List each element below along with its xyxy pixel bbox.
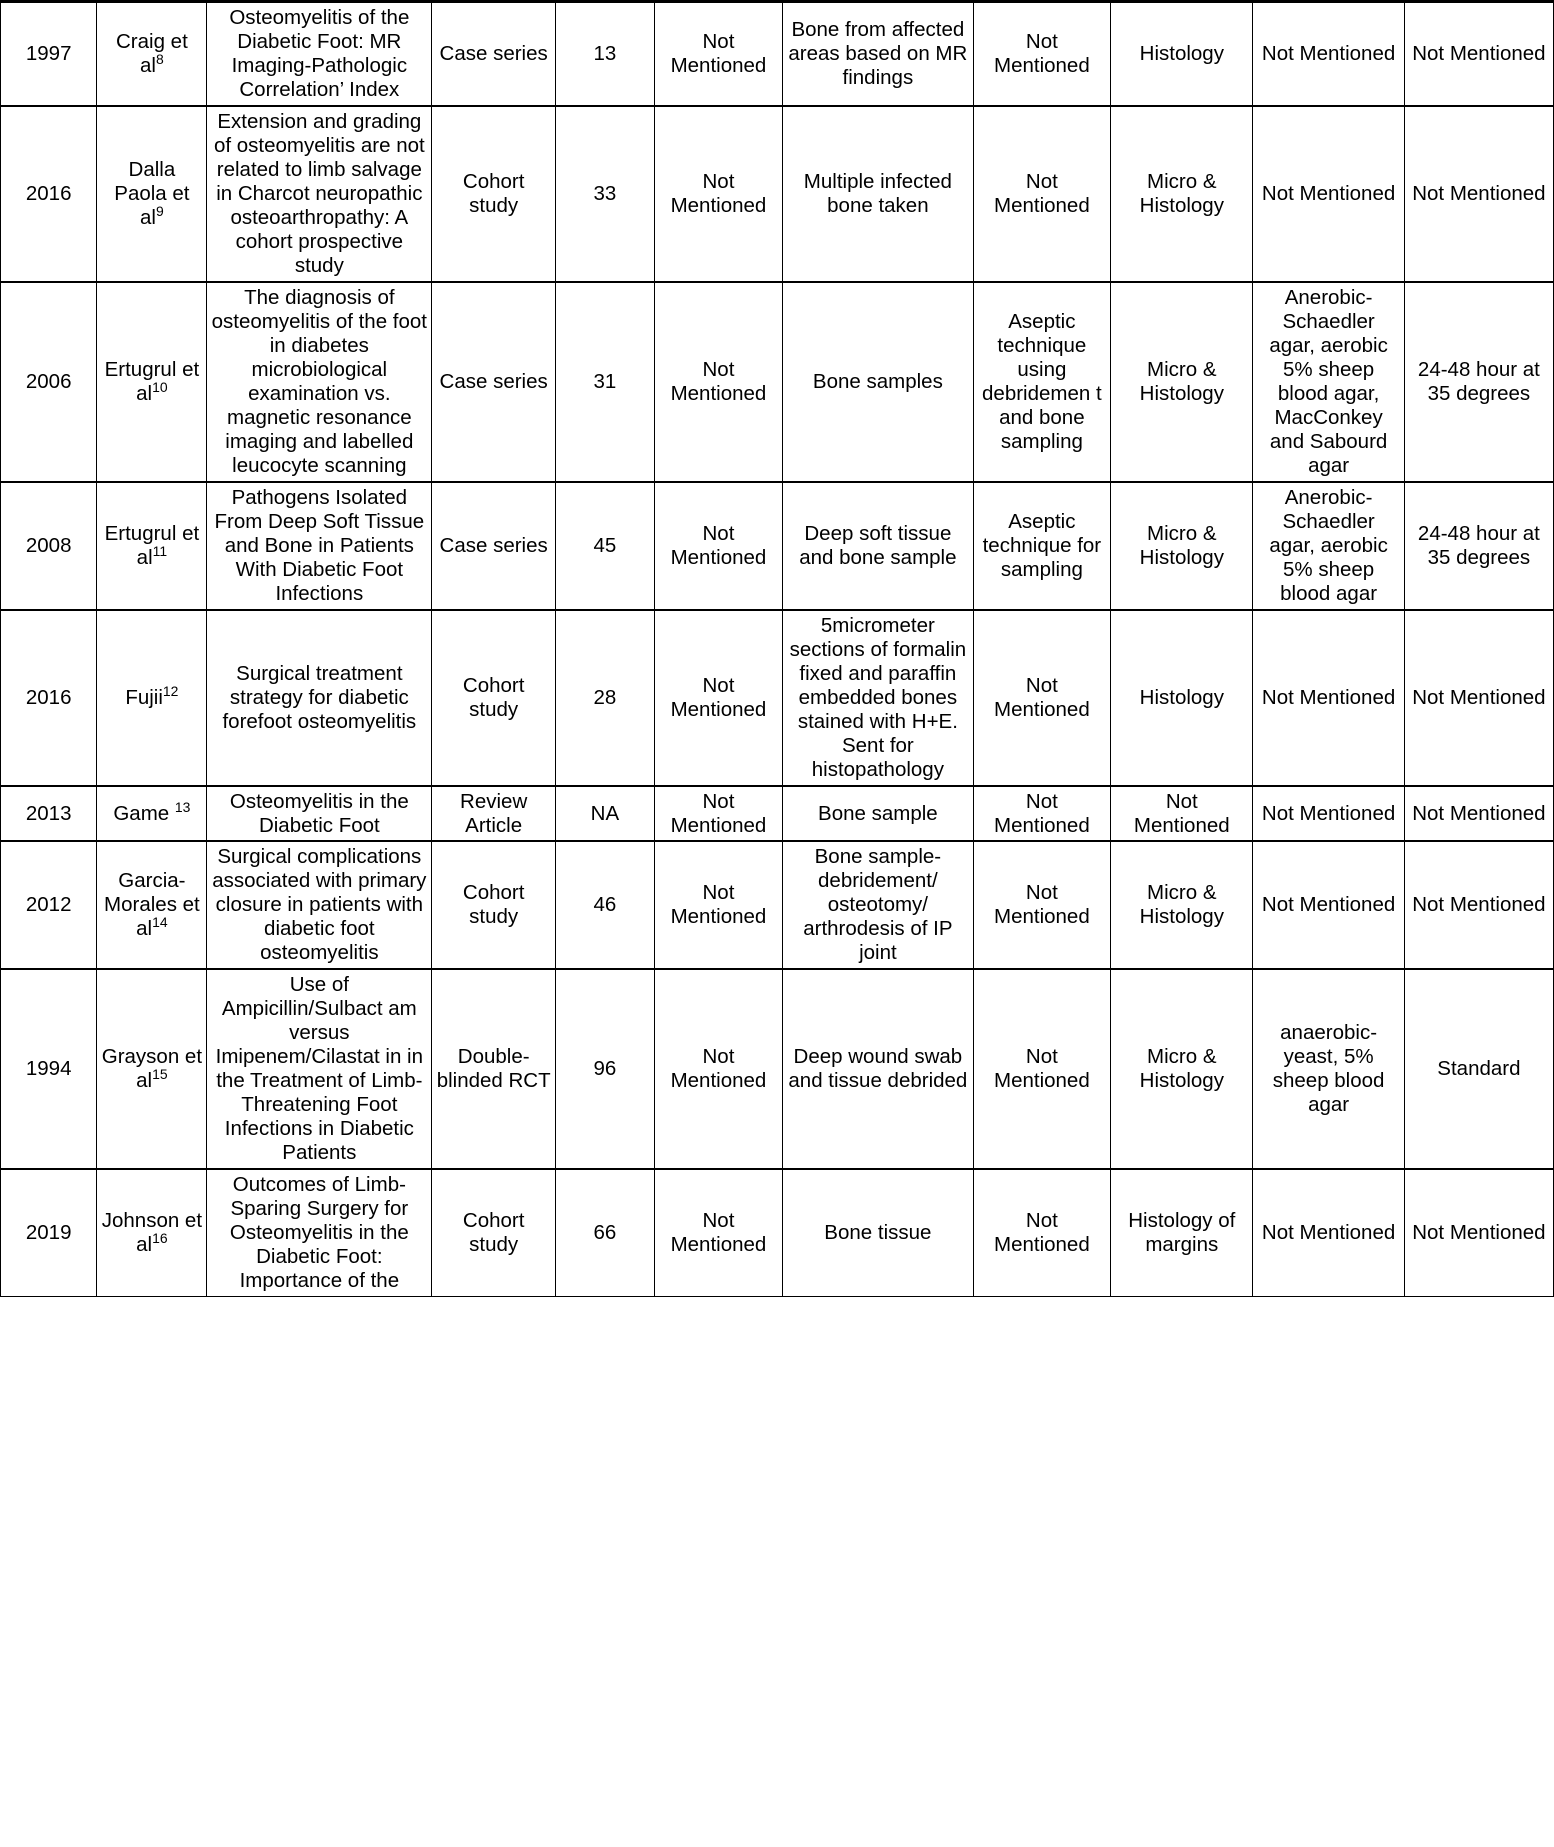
- table-cell-number: 31: [556, 282, 655, 482]
- table-cell-title: Outcomes of Limb-Sparing Surgery for Osteomyelitis in the Diabetic Foot: Importance of the: [207, 1169, 432, 1296]
- table-cell-title: Extension and grading of osteomyelitis are not related to limb salvage in Charcot neuropathic osteoarthropathy: A cohort prospective study: [207, 106, 432, 282]
- table-cell-diagnosis: Micro & Histology: [1111, 282, 1253, 482]
- table-cell-study-type: Cohort study: [432, 841, 556, 969]
- table-cell-diagnosis: Histology of margins: [1111, 1169, 1253, 1296]
- author-reference-number: 8: [155, 51, 164, 68]
- table-cell-sample: Multiple infected bone taken: [783, 106, 973, 282]
- author-name: Ertugrul et al: [104, 521, 200, 569]
- author-name: Ertugrul et al: [104, 357, 200, 405]
- table-cell-author: [97, 282, 207, 482]
- table-cell-study-type: Case series: [432, 282, 556, 482]
- author-reference-number: 13: [174, 798, 191, 815]
- table-cell-incubation: Not Mentioned: [1404, 610, 1553, 786]
- author-name: Fujii: [125, 685, 163, 709]
- table-cell-study-type: Double-blinded RCT: [432, 969, 556, 1169]
- table-cell-title: The diagnosis of osteomyelitis of the foot in diabetes microbiological examination vs. magnetic resonance imaging and labelled leucocyte scanning: [207, 282, 432, 482]
- author-name: Johnson et al: [101, 1209, 203, 1257]
- table-row: [1, 282, 1554, 482]
- table-cell-diagnosis: Micro & Histology: [1111, 969, 1253, 1169]
- table-cell-sample: Bone tissue: [783, 1169, 973, 1296]
- table-cell-technique: Not Mentioned: [973, 786, 1111, 842]
- table-cell-technique: Aseptic technique using debridemen t and bone sampling: [973, 282, 1111, 482]
- table-cell-year: 2019: [1, 1169, 97, 1296]
- table-cell-technique: Not Mentioned: [973, 610, 1111, 786]
- author-reference-number: 16: [152, 1230, 168, 1247]
- table-cell-media: Not Mentioned: [1253, 610, 1404, 786]
- table-cell-title: Osteomyelitis of the Diabetic Foot: MR Imaging-Pathologic Correlation’ Index: [207, 2, 432, 106]
- table-cell-study-type: Case series: [432, 482, 556, 610]
- author-name: Game: [113, 801, 175, 825]
- table-cell-media: Not Mentioned: [1253, 2, 1404, 106]
- table-row: [1, 1169, 1554, 1296]
- table-cell-duration: Not Mentioned: [654, 282, 782, 482]
- author-name: Grayson et al: [101, 1045, 203, 1093]
- table-cell-diagnosis: Not Mentioned: [1111, 786, 1253, 842]
- author-reference-number: 10: [152, 378, 168, 395]
- table-cell-author: [97, 610, 207, 786]
- table-cell-duration: Not Mentioned: [654, 610, 782, 786]
- table-cell-number: 46: [556, 841, 655, 969]
- table-row: [1, 969, 1554, 1169]
- table-cell-incubation: Standard: [1404, 969, 1553, 1169]
- table-cell-duration: Not Mentioned: [654, 1169, 782, 1296]
- table-cell-author: [97, 969, 207, 1169]
- table-cell-media: Not Mentioned: [1253, 786, 1404, 842]
- table-cell-year: 2016: [1, 106, 97, 282]
- table-cell-sample: Bone sample-debridement/ osteotomy/ arthrodesis of IP joint: [783, 841, 973, 969]
- table-cell-sample: Bone from affected areas based on MR findings: [783, 2, 973, 106]
- table-cell-media: Anerobic-Schaedler agar, aerobic 5% sheep blood agar: [1253, 482, 1404, 610]
- table-cell-author: [97, 106, 207, 282]
- table-cell-duration: Not Mentioned: [654, 2, 782, 106]
- table-cell-incubation: Not Mentioned: [1404, 841, 1553, 969]
- table-cell-diagnosis: Histology: [1111, 2, 1253, 106]
- table-cell-number: 13: [556, 2, 655, 106]
- table-cell-duration: Not Mentioned: [654, 482, 782, 610]
- table-cell-technique: Not Mentioned: [973, 969, 1111, 1169]
- table-body: [1, 2, 1554, 1297]
- table-cell-media: anaerobic-yeast, 5% sheep blood agar: [1253, 969, 1404, 1169]
- table-cell-number: NA: [556, 786, 655, 842]
- table-cell-technique: Not Mentioned: [973, 1169, 1111, 1296]
- table-cell-study-type: Cohort study: [432, 106, 556, 282]
- table-cell-technique: Not Mentioned: [973, 841, 1111, 969]
- table-cell-incubation: 24-48 hour at 35 degrees: [1404, 482, 1553, 610]
- table-cell-incubation: 24-48 hour at 35 degrees: [1404, 282, 1553, 482]
- table-cell-title: Use of Ampicillin/Sulbact am versus Imipenem/Cilastat in in the Treatment of Limb-Threatening Foot Infections in Diabetic Patients: [207, 969, 432, 1169]
- table-cell-number: 28: [556, 610, 655, 786]
- table-cell-incubation: Not Mentioned: [1404, 786, 1553, 842]
- table-cell-study-type: Cohort study: [432, 1169, 556, 1296]
- table-cell-technique: Aseptic technique for sampling: [973, 482, 1111, 610]
- author-name: Garcia-Morales et al: [104, 869, 200, 941]
- table-cell-sample: Bone samples: [783, 282, 973, 482]
- table-row: [1, 841, 1554, 969]
- author-reference-number: 9: [155, 203, 164, 220]
- author-reference-number: 11: [152, 542, 168, 559]
- table-cell-sample: 5micrometer sections of formalin fixed and paraffin embedded bones stained with H+E. Sent for histopathology: [783, 610, 973, 786]
- table-row: [1, 2, 1554, 106]
- table-cell-number: 66: [556, 1169, 655, 1296]
- table-cell-technique: Not Mentioned: [973, 2, 1111, 106]
- table-cell-study-type: Cohort study: [432, 610, 556, 786]
- table-cell-study-type: Case series: [432, 2, 556, 106]
- table-cell-duration: Not Mentioned: [654, 969, 782, 1169]
- author-name: Dalla Paola et al: [114, 157, 190, 229]
- table-row: [1, 106, 1554, 282]
- table-cell-title: Surgical complications associated with primary closure in patients with diabetic foot osteomyelitis: [207, 841, 432, 969]
- table-cell-duration: Not Mentioned: [654, 786, 782, 842]
- table-cell-title: Surgical treatment strategy for diabetic forefoot osteomyelitis: [207, 610, 432, 786]
- table-cell-author: [97, 841, 207, 969]
- author-reference-number: 14: [152, 914, 168, 931]
- table-cell-number: 33: [556, 106, 655, 282]
- table-cell-media: Not Mentioned: [1253, 841, 1404, 969]
- table-cell-duration: Not Mentioned: [654, 841, 782, 969]
- table-cell-year: 2006: [1, 282, 97, 482]
- table-cell-study-type: Review Article: [432, 786, 556, 842]
- table-cell-year: 2016: [1, 610, 97, 786]
- table-cell-year: 2013: [1, 786, 97, 842]
- table-cell-incubation: Not Mentioned: [1404, 1169, 1553, 1296]
- table-cell-sample: Bone sample: [783, 786, 973, 842]
- table-cell-media: Anerobic-Schaedler agar, aerobic 5% sheep blood agar, MacConkey and Sabourd agar: [1253, 282, 1404, 482]
- author-name: Craig et al: [116, 29, 188, 77]
- table-cell-incubation: Not Mentioned: [1404, 2, 1553, 106]
- table-row: [1, 482, 1554, 610]
- table-row: [1, 786, 1554, 842]
- author-reference-number: 15: [152, 1066, 168, 1083]
- table-cell-title: Osteomyelitis in the Diabetic Foot: [207, 786, 432, 842]
- table-cell-author: [97, 482, 207, 610]
- author-reference-number: 12: [162, 682, 179, 699]
- table-cell-diagnosis: Micro & Histology: [1111, 482, 1253, 610]
- table-cell-diagnosis: Micro & Histology: [1111, 841, 1253, 969]
- table-cell-author: [97, 1169, 207, 1296]
- table-cell-year: 2008: [1, 482, 97, 610]
- table-cell-author: [97, 786, 207, 842]
- table-cell-sample: Deep wound swab and tissue debrided: [783, 969, 973, 1169]
- table-cell-number: 45: [556, 482, 655, 610]
- table-row: [1, 610, 1554, 786]
- table-cell-media: Not Mentioned: [1253, 1169, 1404, 1296]
- table-cell-year: 1994: [1, 969, 97, 1169]
- table-cell-diagnosis: Micro & Histology: [1111, 106, 1253, 282]
- table-cell-technique: Not Mentioned: [973, 106, 1111, 282]
- table-cell-media: Not Mentioned: [1253, 106, 1404, 282]
- table-cell-title: Pathogens Isolated From Deep Soft Tissue and Bone in Patients With Diabetic Foot Infections: [207, 482, 432, 610]
- table-cell-number: 96: [556, 969, 655, 1169]
- table-cell-author: [97, 2, 207, 106]
- table-cell-year: 2012: [1, 841, 97, 969]
- table-cell-sample: Deep soft tissue and bone sample: [783, 482, 973, 610]
- table-cell-diagnosis: Histology: [1111, 610, 1253, 786]
- table-cell-duration: Not Mentioned: [654, 106, 782, 282]
- table-cell-incubation: Not Mentioned: [1404, 106, 1553, 282]
- table-cell-year: 1997: [1, 2, 97, 106]
